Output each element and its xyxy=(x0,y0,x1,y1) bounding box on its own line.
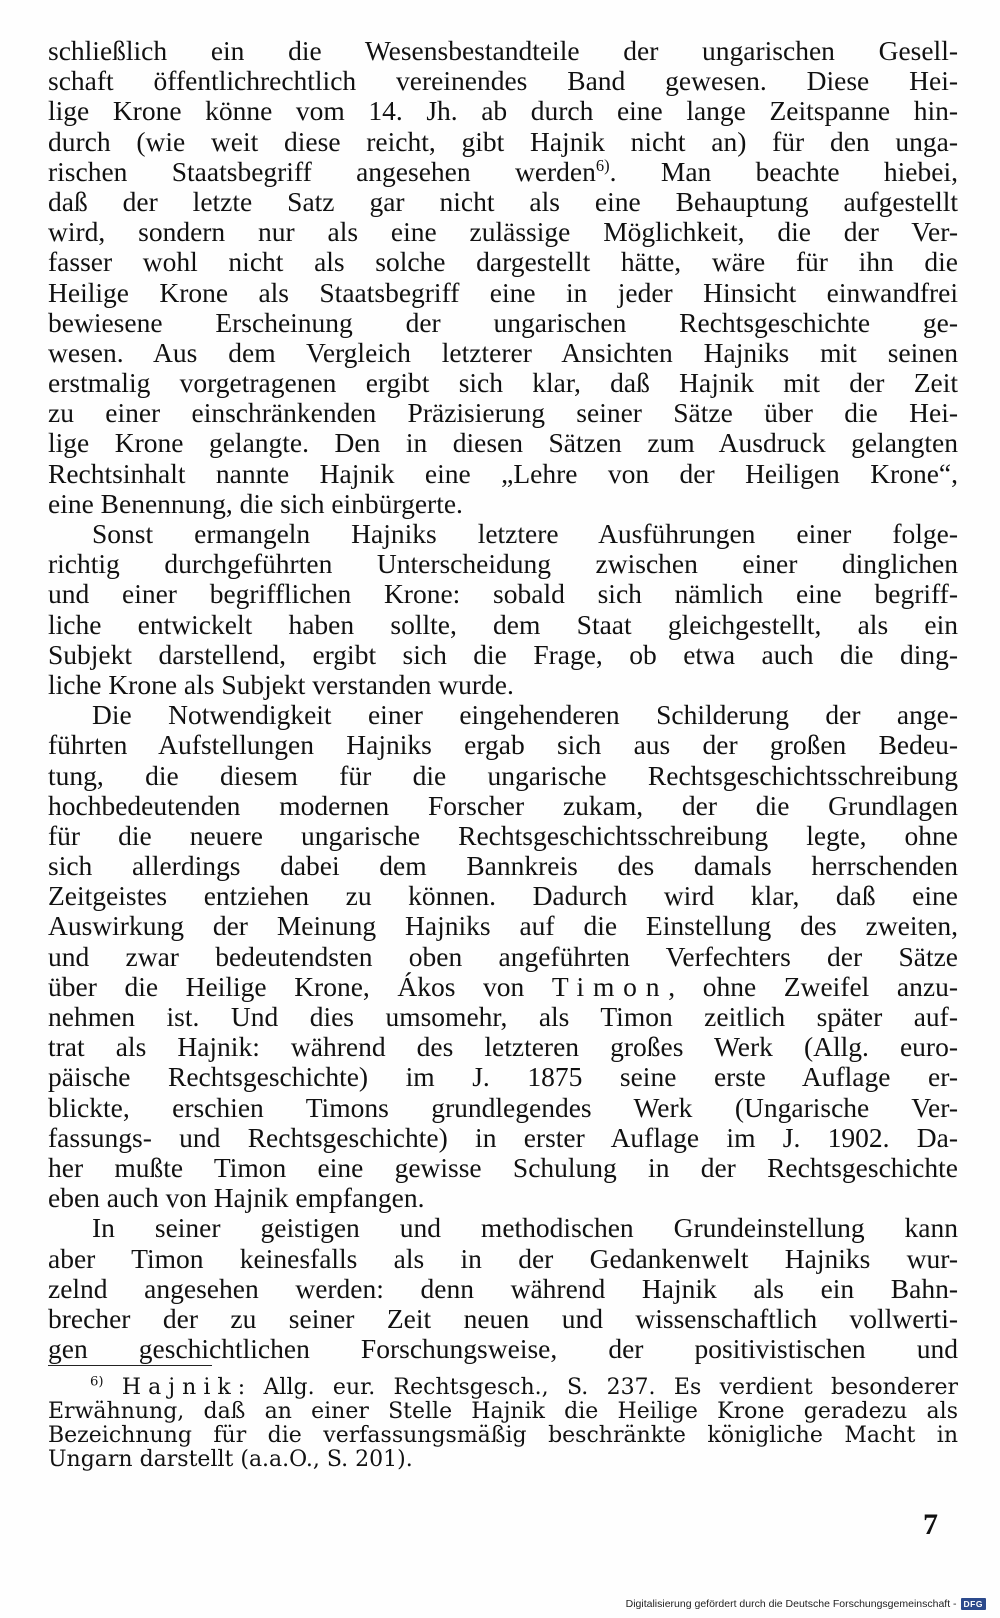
footnote-line xyxy=(48,1376,958,1400)
footnote-reference: 6) xyxy=(595,156,610,175)
line-text: für die neuere ungarische Rechtsgeschichtsschreibung legte, ohne xyxy=(48,820,958,851)
spaced-name: Hajnik xyxy=(121,1376,238,1400)
line-text: eben auch von Hajnik empfangen. xyxy=(48,1183,425,1214)
line-text: Heilige Krone als Staatsbegriff eine in jeder Hinsicht einwandfrei xyxy=(48,277,958,308)
line-text: Sonst ermangeln Hajniks letztere Ausführungen einer folge- xyxy=(92,519,958,549)
body-line xyxy=(48,640,958,670)
body-line xyxy=(48,972,958,1002)
body-line xyxy=(48,730,958,760)
body-line xyxy=(48,761,958,791)
line-text: wird, sondern nur als eine zulässige Möglichkeit, die der Ver- xyxy=(48,217,958,248)
line-text: wesen. Aus dem Vergleich letzterer Ansichten Hajniks mit seinen xyxy=(48,337,958,368)
line-text: tung, die diesem für die ungarische Rechtsgeschichtsschreibung xyxy=(48,760,958,791)
line-text: Subjekt darstellend, ergibt sich die Frage, ob etwa auch die ding- xyxy=(48,639,958,670)
body-line xyxy=(48,579,958,609)
body-line xyxy=(48,1334,958,1364)
line-text: zu einer einschränkenden Präzisierung seiner Sätze über die Hei- xyxy=(48,398,958,429)
body-line xyxy=(48,1123,958,1153)
line-text: aber Timon keinesfalls als in der Gedankenwelt Hajniks wur- xyxy=(48,1243,958,1274)
body-line xyxy=(48,1183,958,1213)
line-text: schließlich ein die Wesensbestandteile der ungarischen Gesell- xyxy=(48,36,958,66)
line-text: daß der letzte Satz gar nicht als eine Behauptung aufgestellt xyxy=(48,186,958,217)
body-line xyxy=(48,308,958,338)
line-text: liche entwickelt haben sollte, dem Staat gleichgestellt, als ein xyxy=(48,609,958,640)
body-line xyxy=(48,1032,958,1062)
line-text: fassungs- und Rechtsgeschichte) in erster Auflage im J. 1902. Da- xyxy=(48,1122,958,1153)
line-text: Erwähnung, daß an einer Stelle Hajnik die Heilige Krone geradezu als xyxy=(48,1400,958,1424)
body-line xyxy=(48,1304,958,1334)
body-line xyxy=(48,459,958,489)
body-line xyxy=(48,368,958,398)
body-line xyxy=(48,1153,958,1183)
body-line xyxy=(48,942,958,972)
body-line xyxy=(48,700,958,730)
body-line xyxy=(48,66,958,96)
body-line xyxy=(48,610,958,640)
line-text: liche Krone als Subjekt verstanden wurde. xyxy=(48,669,514,700)
body-line xyxy=(48,1244,958,1274)
line-text: bewiesene Erscheinung der ungarischen Rechtsgeschichte ge- xyxy=(48,307,958,338)
body-line xyxy=(48,851,958,881)
body-line xyxy=(48,338,958,368)
line-text: führten Aufstellungen Hajniks ergab sich aus der großen Bedeu- xyxy=(48,730,958,761)
body-line xyxy=(48,1213,958,1243)
body-line xyxy=(48,217,958,247)
line-text xyxy=(104,1376,122,1400)
line-text: Bezeichnung für die verfassungsmäßig beschränkte königliche Macht in xyxy=(48,1424,958,1448)
footnotes xyxy=(48,1376,958,1472)
line-text: eine Benennung, die sich einbürgerte. xyxy=(48,488,463,519)
line-text: trat als Hajnik: während des letzteren großes Werk (Allg. euro- xyxy=(48,1032,958,1063)
line-text: fasser wohl nicht als solche dargestellt hätte, wäre für ihn die xyxy=(48,247,958,278)
footnote-line xyxy=(48,1424,958,1448)
body-line xyxy=(48,398,958,428)
line-text: nehmen ist. Und dies umsomehr, als Timon zeitlich später auf- xyxy=(48,1002,958,1032)
line-text: rischen Staatsbegriff angesehen werden xyxy=(48,156,596,187)
body-text xyxy=(48,36,958,1364)
body-line xyxy=(48,187,958,217)
body-line xyxy=(48,821,958,851)
credit-text: Digitalisierung gefördert durch die Deutsche Forschungsgemeinschaft - xyxy=(625,1598,957,1610)
line-text: blickte, erschien Timons grundlegendes Werk (Ungarische Ver- xyxy=(48,1092,958,1123)
line-text: hochbedeutenden modernen Forscher zukam, der die Grundlagen xyxy=(48,790,958,821)
line-text: päische Rechtsgeschichte) im J. 1875 seine erste Auflage er- xyxy=(48,1062,958,1093)
line-text: schaft öffentlichrechtlich vereinendes Band gewesen. Diese Hei- xyxy=(48,66,958,97)
body-line xyxy=(48,1002,958,1032)
line-text: brecher der zu seiner Zeit neuen und wissenschaftlich vollwerti- xyxy=(48,1303,958,1334)
body-line xyxy=(48,1274,958,1304)
body-line xyxy=(48,791,958,821)
line-text: und einer begrifflichen Krone: sobald sich nämlich eine begriff- xyxy=(48,579,958,610)
body-line xyxy=(48,96,958,126)
dfg-logo: DFG xyxy=(961,1598,986,1610)
line-text: richtig durchgeführten Unterscheidung zwischen einer dinglichen xyxy=(48,549,958,580)
body-line xyxy=(48,428,958,458)
line-text-continued: : Allg. eur. Rechtsgesch., S. 237. Es verdient besonderer xyxy=(237,1376,958,1400)
line-text: Die Notwendigkeit einer eingehenderen Schilderung der ange- xyxy=(92,700,958,731)
footnote-marker: 6) xyxy=(90,1376,104,1390)
line-text: Auswirkung der Meinung Hajniks auf die Einstellung des zweiten, xyxy=(48,911,958,942)
line-text: In seiner geistigen und methodischen Grundeinstellung kann xyxy=(92,1213,958,1244)
body-line xyxy=(48,881,958,911)
footnote-line xyxy=(48,1448,958,1472)
line-text: Rechtsinhalt nannte Hajnik eine „Lehre von der Heiligen Krone“, xyxy=(48,458,958,489)
body-line xyxy=(48,489,958,519)
body-line xyxy=(48,278,958,308)
body-line xyxy=(48,519,958,549)
line-text: sich allerdings dabei dem Bannkreis des damals herrschenden xyxy=(48,851,958,882)
line-text: gen geschichtlichen Forschungsweise, der positivistischen und xyxy=(48,1334,958,1365)
line-text: Zeitgeistes entziehen zu können. Dadurch wird klar, daß eine xyxy=(48,881,958,912)
line-text: Ungarn darstellt (a.a.O., S. 201). xyxy=(48,1448,413,1472)
body-line xyxy=(48,1093,958,1123)
body-line xyxy=(48,36,958,66)
body-line xyxy=(48,157,958,187)
line-text: lige Krone gelangte. Den in diesen Sätzen zum Ausdruck gelangten xyxy=(48,428,958,459)
line-text: zelnd angesehen werden: denn während Hajnik als ein Bahn- xyxy=(48,1273,958,1304)
digitization-credit xyxy=(626,1598,986,1610)
body-line xyxy=(48,670,958,700)
line-text: her mußte Timon eine gewisse Schulung in der Rechtsgeschichte xyxy=(48,1152,958,1183)
body-line xyxy=(48,911,958,941)
body-line xyxy=(48,247,958,277)
line-text: erstmalig vorgetragenen ergibt sich klar, daß Hajnik mit der Zeit xyxy=(48,368,958,399)
spaced-name: Timon xyxy=(551,971,669,1002)
line-text: über die Heilige Krone, Ákos von xyxy=(48,971,552,1002)
line-text-continued: , ohne Zweifel anzu- xyxy=(668,971,958,1002)
line-text: lige Krone könne vom 14. Jh. ab durch eine lange Zeitspanne hin- xyxy=(48,96,958,127)
page-number: 7 xyxy=(923,1508,938,1541)
footnote-line xyxy=(48,1400,958,1424)
footnote-divider xyxy=(48,1365,212,1366)
body-line xyxy=(48,127,958,157)
body-line xyxy=(48,1062,958,1092)
body-line xyxy=(48,549,958,579)
line-text-continued: . Man beachte hiebei, xyxy=(609,156,958,187)
line-text: und zwar bedeutendsten oben angeführten Verfechters der Sätze xyxy=(48,941,958,972)
line-text: durch (wie weit diese reicht, gibt Hajnik nicht an) für den unga- xyxy=(48,126,958,157)
